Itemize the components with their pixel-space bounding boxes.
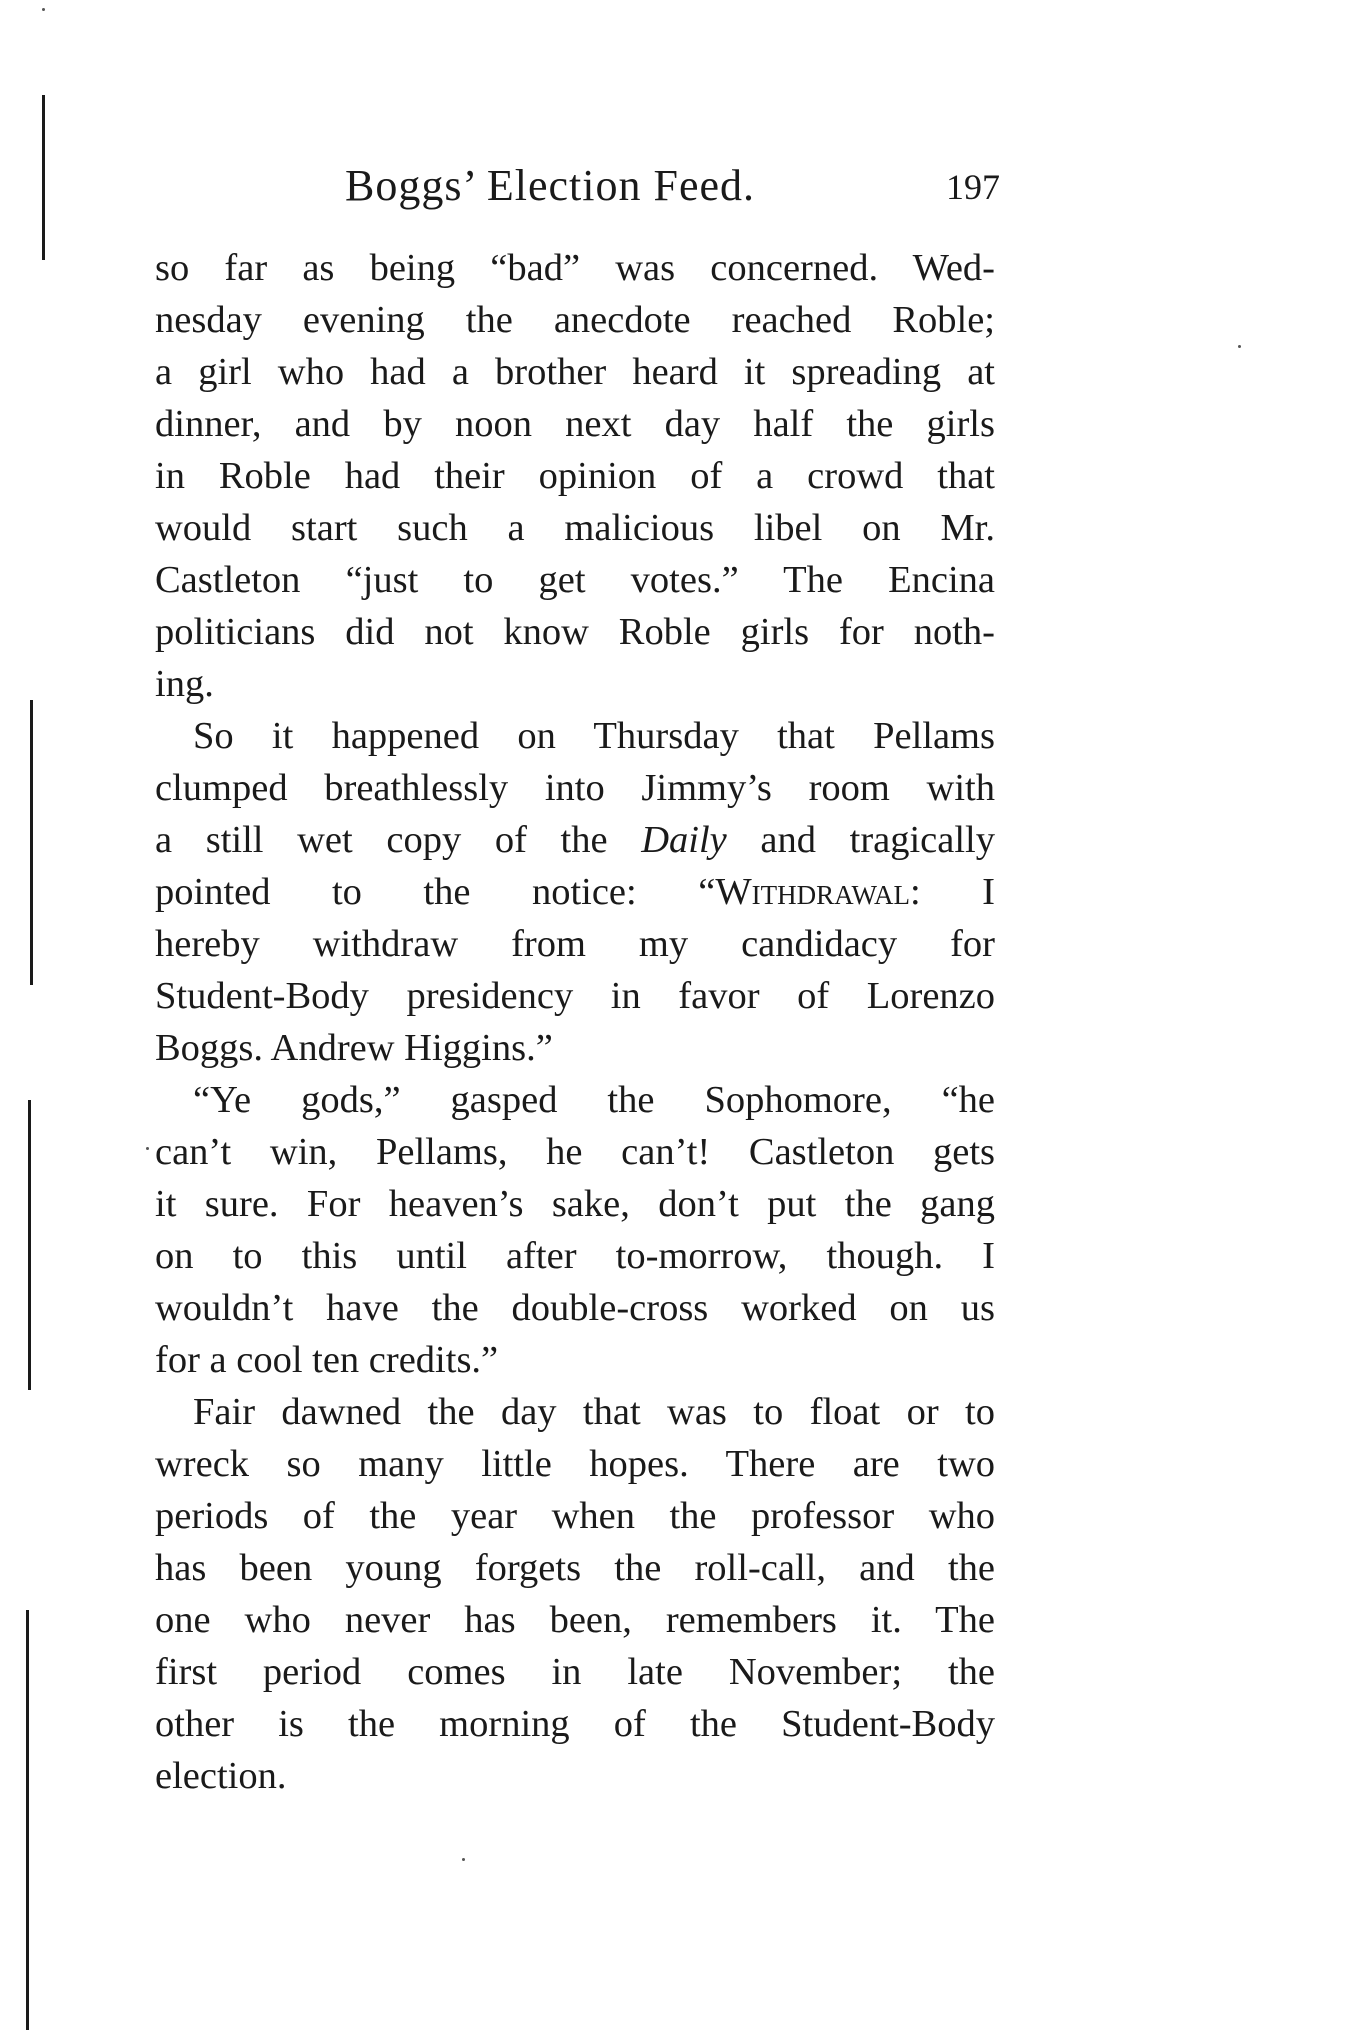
text-line: so far as being “bad” was concerned. Wed-	[155, 247, 995, 289]
text-line: wreck so many little hopes. There are two	[155, 1443, 995, 1485]
line-fragment: pointed to the notice: “	[155, 871, 716, 913]
text-line: periods of the year when the professor who	[155, 1495, 995, 1537]
paragraph	[155, 1074, 995, 1386]
text-line	[155, 866, 995, 918]
text-line: for a cool ten credits.”	[155, 1339, 499, 1381]
text-line: wouldn’t have the double-cross worked on us	[155, 1287, 995, 1329]
text-line: So it happened on Thursday that Pellams	[193, 715, 995, 757]
text-line: first period comes in late November; the	[155, 1651, 995, 1693]
paragraph	[155, 1386, 995, 1802]
running-title: Boggs’ Election Feed.	[345, 161, 755, 210]
text-line: ing.	[155, 663, 214, 705]
text-line: clumped breathlessly into Jimmy’s room with	[155, 767, 995, 809]
text-line: has been young forgets the roll-call, and the	[155, 1547, 995, 1589]
line-fragment: a still wet copy of the	[155, 819, 642, 861]
page-number: 197	[946, 167, 1000, 207]
scan-edge-mark	[42, 95, 45, 260]
scan-edge-mark	[28, 1100, 31, 1390]
text-line: Boggs. Andrew Higgins.”	[155, 1027, 553, 1069]
paragraph	[155, 242, 995, 710]
text-line: other is the morning of the Student-Body	[155, 1703, 995, 1745]
newspaper-name: Daily	[641, 819, 727, 861]
text-line: on to this until after to-morrow, though. I	[155, 1235, 995, 1277]
scan-speck	[146, 1147, 149, 1150]
text-line: one who never has been, remembers it. The	[155, 1599, 995, 1641]
page-header	[155, 160, 1000, 220]
scan-speck	[1238, 345, 1241, 348]
text-line: would start such a malicious libel on Mr.	[155, 507, 995, 549]
paragraph	[155, 710, 995, 1074]
text-line: election.	[155, 1755, 287, 1797]
text-line: a girl who had a brother heard it spreading at	[155, 351, 995, 393]
line-fragment: : I	[909, 871, 995, 913]
text-line: Student-Body presidency in favor of Lorenzo	[155, 975, 995, 1017]
text-line: nesday evening the anecdote reached Roble;	[155, 299, 995, 341]
scan-speck	[42, 8, 45, 11]
text-line: can’t win, Pellams, he can’t! Castleton gets	[155, 1131, 995, 1173]
text-line: in Roble had their opinion of a crowd that	[155, 455, 995, 497]
text-line: politicians did not know Roble girls for noth-	[155, 611, 995, 653]
text-line: “Ye gods,” gasped the Sophomore, “he	[193, 1079, 995, 1121]
scan-speck	[462, 1858, 465, 1861]
text-line: hereby withdraw from my candidacy for	[155, 923, 995, 965]
text-line	[155, 814, 995, 866]
text-line: dinner, and by noon next day half the girls	[155, 403, 995, 445]
text-line: it sure. For heaven’s sake, don’t put the gang	[155, 1183, 995, 1225]
text-line: Castleton “just to get votes.” The Encina	[155, 559, 995, 601]
notice-heading: Withdrawal	[715, 871, 910, 913]
scan-edge-mark	[30, 700, 33, 985]
body-text	[155, 242, 995, 1802]
line-fragment: and tragically	[726, 819, 995, 861]
text-line: Fair dawned the day that was to float or to	[193, 1391, 995, 1433]
scan-edge-mark	[26, 1610, 29, 2030]
